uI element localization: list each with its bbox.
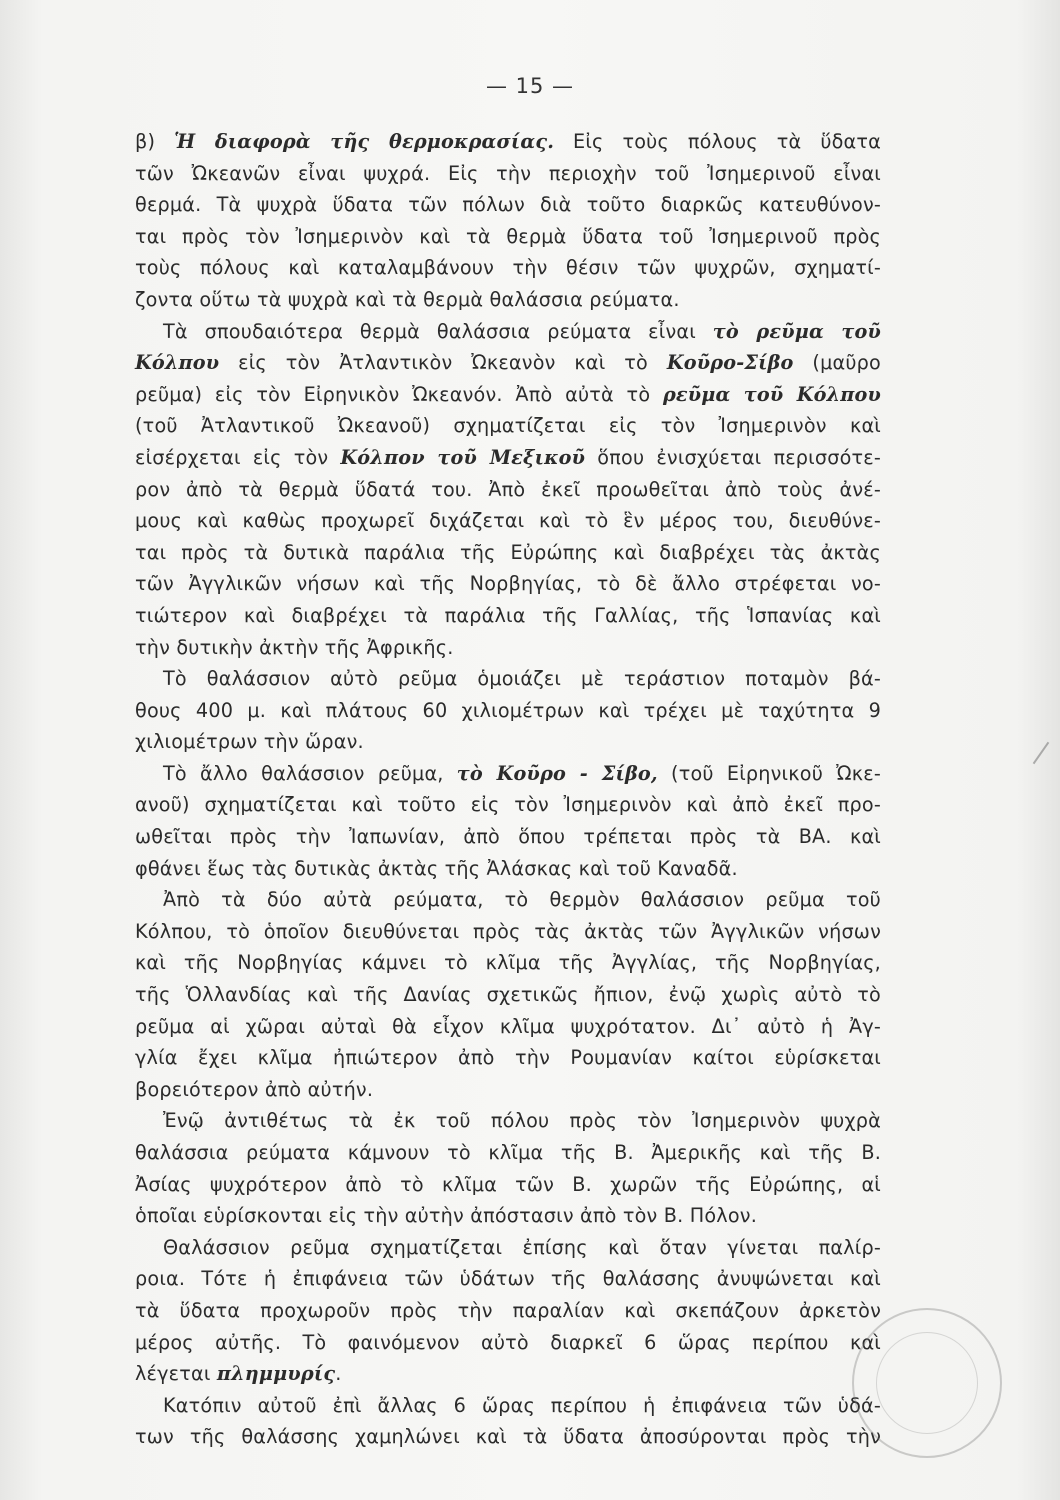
- text-run: Τὸ ἄλλο θαλάσσιον ρεῦμα,: [163, 761, 457, 785]
- text-line: [135, 947, 881, 979]
- text-run: (μαῦρο: [793, 351, 881, 375]
- text-run: βορειότερον ἀπὸ αὐτήν.: [135, 1077, 374, 1101]
- text-line: [135, 1105, 881, 1137]
- text-line: [135, 410, 881, 442]
- library-stamp: [852, 1308, 1002, 1458]
- body-text: [135, 126, 881, 1453]
- text-run: τῆς Ὁλλανδίας καὶ τῆς Δανίας σχετικῶς ἤπιον, ἐνῷ χωρὶς αὐτὸ τὸ: [135, 983, 881, 1007]
- text-run: μέρος αὐτῆς. Τὸ φαινόμενον αὐτὸ διαρκεῖ 6 ὥρας περίπου καὶ: [135, 1330, 881, 1354]
- text-line: [135, 347, 881, 379]
- text-run: καὶ τῆς Νορβηγίας κάμνει τὸ κλῖμα τῆς Ἀγγλίας, τῆς Νορβηγίας,: [135, 951, 881, 975]
- text-line: [135, 537, 881, 569]
- text-run: θερμά. Τὰ ψυχρὰ ὕδατα τῶν πόλων διὰ τοῦτο διαρκῶς κατευθύνον-: [135, 193, 881, 217]
- text-run: Ἀσίας ψυχρότερον ἀπὸ τὸ κλῖμα τῶν Β. χωρῶν τῆς Εὐρώπης, αἱ: [135, 1172, 881, 1196]
- text-line: [135, 1232, 881, 1264]
- text-run: ζοντα οὕτω τὰ ψυχρὰ καὶ τὰ θερμὰ θαλάσσια ρεύματα.: [135, 287, 680, 311]
- text-line: [135, 221, 881, 253]
- text-run: μους καὶ καθὼς προχωρεῖ διχάζεται καὶ τὸ ἓν μέρος του, διευθύνε-: [135, 509, 881, 533]
- emphasized-term: Ἡ διαφορὰ τῆς θερμοκρασίας.: [174, 130, 555, 153]
- text-run: (τοῦ Ἀτλαντικοῦ Ὠκεανοῦ) σχηματίζεται εἰς τὸν Ἰσημερινὸν καὶ: [135, 414, 881, 438]
- text-line: [135, 474, 881, 506]
- text-line: [135, 189, 881, 221]
- emphasized-term: τὸ Κοῦρο - Σίβο,: [456, 761, 658, 785]
- text-line: [135, 1169, 881, 1201]
- text-line: [135, 568, 881, 600]
- text-run: λέγεται: [135, 1362, 217, 1386]
- text-line: [135, 1042, 881, 1074]
- text-run: τοὺς πόλους καὶ καταλαμβάνουν τὴν θέσιν τῶν ψυχρῶν, σχηματί-: [135, 256, 881, 280]
- text-run: θους 400 μ. καὶ πλάτους 60 χιλιομέτρων καὶ τρέχει μὲ ταχύτητα 9: [135, 698, 881, 722]
- text-line: [135, 726, 881, 758]
- text-run: Κόλπου, τὸ ὁποῖον διευθύνεται πρὸς τὰς ἀκτὰς τῶν Ἀγγλικῶν νήσων: [135, 919, 881, 943]
- text-run: ρεῦμα αἱ χῶραι αὐταὶ θὰ εἶχον κλῖμα ψυχρότατον. Δι᾽ αὐτὸ ἡ Ἀγ-: [135, 1014, 881, 1038]
- text-run: τῶν Ὠκεανῶν εἶναι ψυχρά. Εἰς τὴν περιοχὴν τοῦ Ἰσημερινοῦ εἶναι: [135, 161, 881, 185]
- text-line: [135, 789, 881, 821]
- text-run: τὴν δυτικὴν ἀκτὴν τῆς Ἀφρικῆς.: [135, 635, 454, 659]
- text-line: [135, 600, 881, 632]
- text-run: ρον ἀπὸ τὰ θερμὰ ὕδατά του. Ἀπὸ ἐκεῖ προωθεῖται ἀπὸ τοὺς ἀνέ-: [135, 477, 881, 501]
- text-run: των τῆς θαλάσσης χαμηλώνει καὶ τὰ ὕδατα ἀποσύρονται πρὸς τὴν: [135, 1425, 881, 1449]
- text-run: Ἀπὸ τὰ δύο αὐτὰ ρεύματα, τὸ θερμὸν θαλάσσιον ρεῦμα τοῦ: [163, 888, 881, 912]
- text-line: [135, 316, 881, 348]
- text-run: .: [335, 1362, 342, 1386]
- text-run: β): [135, 130, 175, 153]
- text-run: ρεῦμα) εἰς τὸν Εἰρηνικὸν Ὠκεανόν. Ἀπὸ αὐτὰ τὸ: [135, 382, 663, 406]
- text-line: [135, 1011, 881, 1043]
- text-run: ροια. Τότε ἡ ἐπιφάνεια τῶν ὑδάτων τῆς θαλάσσης ἀνυψώνεται καὶ: [135, 1267, 881, 1291]
- text-line: [135, 505, 881, 537]
- text-line: [135, 284, 881, 316]
- text-line: [135, 853, 881, 885]
- page-number: — 15 —: [485, 74, 575, 98]
- text-run: χιλιομέτρων τὴν ὥραν.: [135, 730, 364, 754]
- text-line: [135, 663, 881, 695]
- text-line: [135, 379, 881, 411]
- text-run: Ἐνῷ ἀντιθέτως τὰ ἐκ τοῦ πόλου πρὸς τὸν Ἰσημερινὸν ψυχρὰ: [163, 1109, 881, 1133]
- text-run: Κατόπιν αὐτοῦ ἐπὶ ἄλλας 6 ὥρας περίπου ἡ ἐπιφάνεια τῶν ὑδά-: [163, 1393, 881, 1417]
- text-line: [135, 916, 881, 948]
- text-run: ανοῦ) σχηματίζεται καὶ τοῦτο εἰς τὸν Ἰσημερινὸν καὶ ἀπὸ ἐκεῖ προ-: [135, 793, 881, 817]
- emphasized-term: Κόλπον τοῦ Μεξικοῦ: [340, 445, 586, 469]
- text-line: [135, 126, 881, 158]
- text-run: Εἰς τοὺς πόλους τὰ ὕδατα: [554, 130, 882, 153]
- emphasized-term: πλημμυρίς: [216, 1362, 336, 1386]
- text-line: [135, 758, 881, 790]
- emphasized-term: τὸ ρεῦμα τοῦ: [712, 319, 881, 343]
- text-run: ὁποῖαι εὑρίσκονται εἰς τὴν αὐτὴν ἀπόστασιν ἀπὸ τὸν Β. Πόλον.: [135, 1204, 758, 1228]
- text-run: Τὸ θαλάσσιον αὐτὸ ρεῦμα ὁμοιάζει μὲ τεράστιον ποταμὸν βά-: [163, 667, 881, 691]
- text-line: [135, 158, 881, 190]
- text-line: [135, 1327, 881, 1359]
- text-run: ὅπου ἐνισχύεται περισσότε-: [585, 445, 881, 469]
- text-run: φθάνει ἕως τὰς δυτικὰς ἀκτὰς τῆς Ἀλάσκας καὶ τοῦ Καναδᾶ.: [135, 856, 738, 880]
- text-line: [135, 1200, 881, 1232]
- text-run: γλία ἔχει κλῖμα ἠπιώτερον ἀπὸ τὴν Ρουμανίαν καίτοι εὑρίσκεται: [135, 1046, 881, 1070]
- text-line: [135, 1074, 881, 1106]
- text-line: [135, 252, 881, 284]
- text-run: (τοῦ Εἰρηνικοῦ Ὠκε-: [657, 761, 881, 785]
- text-line: [135, 1358, 881, 1390]
- text-line: [135, 442, 881, 474]
- text-line: [135, 1390, 881, 1422]
- emphasized-term: Κόλπου: [135, 351, 220, 375]
- text-run: ται πρὸς τὸν Ἰσημερινὸν καὶ τὰ θερμὰ ὕδατα τοῦ Ἰσημερινοῦ πρὸς: [135, 224, 881, 248]
- text-line: [135, 695, 881, 727]
- text-line: [135, 1421, 881, 1453]
- text-line: [135, 979, 881, 1011]
- text-line: [135, 1137, 881, 1169]
- text-run: Τὰ σπουδαιότερα θερμὰ θαλάσσια ρεύματα εἶναι: [163, 319, 713, 343]
- text-run: ωθεῖται πρὸς τὴν Ἰαπωνίαν, ἀπὸ ὅπου τρέπεται πρὸς τὰ ΒΑ. καὶ: [135, 825, 881, 849]
- text-line: [135, 632, 881, 664]
- text-line: [135, 1263, 881, 1295]
- text-line: [135, 821, 881, 853]
- text-line: [135, 884, 881, 916]
- text-line: [135, 1295, 881, 1327]
- text-run: θαλάσσια ρεύματα κάμνουν τὸ κλῖμα τῆς Β. Ἀμερικῆς καὶ τῆς Β.: [135, 1141, 881, 1164]
- text-run: Θαλάσσιον ρεῦμα σχηματίζεται ἐπίσης καὶ ὅταν γίνεται παλίρ-: [163, 1235, 881, 1259]
- text-run: εἰς τὸν Ἀτλαντικὸν Ὠκεανὸν καὶ τὸ: [219, 351, 667, 375]
- text-run: ται πρὸς τὰ δυτικὰ παράλια τῆς Εὐρώπης καὶ διαβρέχει τὰς ἀκτὰς: [135, 540, 881, 564]
- emphasized-term: Κοῦρο-Σίβο: [666, 351, 794, 375]
- text-run: εἰσέρχεται εἰς τὸν: [135, 445, 341, 469]
- text-run: τιώτερον καὶ διαβρέχει τὰ παράλια τῆς Γαλλίας, τῆς Ἱσπανίας καὶ: [135, 603, 881, 627]
- text-run: τῶν Ἀγγλικῶν νήσων καὶ τῆς Νορβηγίας, τὸ δὲ ἄλλο στρέφεται νο-: [135, 572, 881, 596]
- text-run: τὰ ὕδατα προχωροῦν πρὸς τὴν παραλίαν καὶ σκεπάζουν ἀρκετὸν: [135, 1298, 881, 1322]
- margin-mark: [1033, 742, 1050, 764]
- emphasized-term: ρεῦμα τοῦ Κόλπου: [662, 382, 881, 406]
